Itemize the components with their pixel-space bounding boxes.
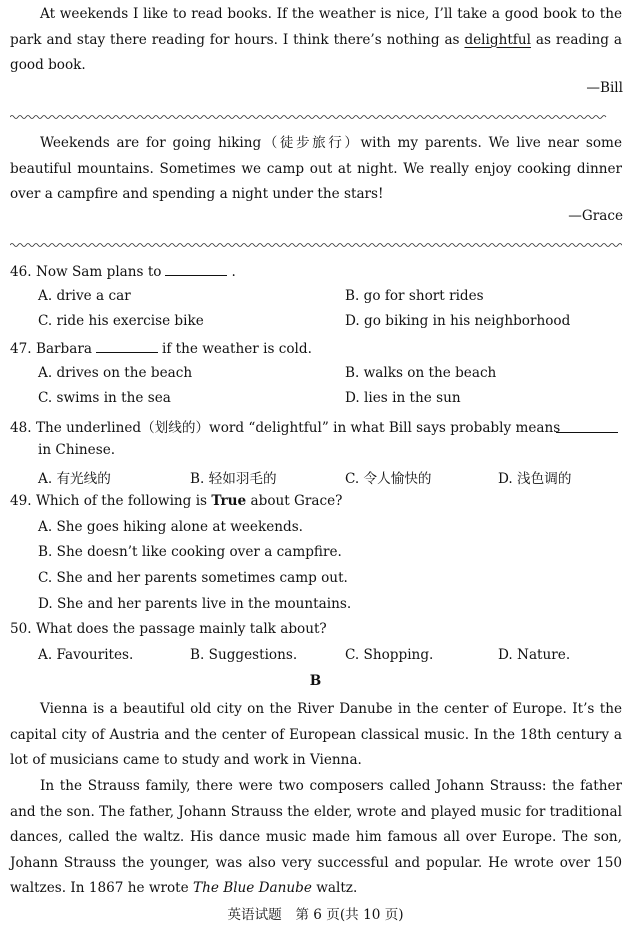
- question-number: 47.: [10, 341, 32, 357]
- option-46-b: B. go for short rides: [345, 288, 484, 304]
- question-text: What does the passage mainly talk about?: [35, 621, 327, 637]
- bill-underlined-word: delightful: [464, 31, 531, 48]
- question-46-stem: [10, 262, 236, 280]
- question-text: Barbara: [35, 341, 92, 357]
- section-b-paragraph-2: [10, 774, 622, 902]
- option-49-d: D. She and her parents live in the mountains.: [38, 596, 352, 612]
- option-48-d: D. 浅色调的: [498, 471, 572, 487]
- para2-text-end: waltz.: [311, 880, 358, 896]
- question-text-end: about Grace?: [250, 493, 343, 509]
- question-number: 50.: [10, 621, 32, 637]
- question-text-end: if the weather is cold.: [161, 341, 312, 357]
- page-footer: 英语试题 第 6 页(共 10 页): [227, 907, 404, 923]
- option-48-c: C. 令人愉快的: [345, 471, 432, 487]
- question-text-end: .: [231, 264, 236, 280]
- question-number: 46.: [10, 264, 32, 280]
- question-number: 49.: [10, 493, 32, 509]
- section-b-heading: B: [309, 673, 322, 689]
- answer-blank: [556, 419, 618, 433]
- para2-title: The Blue Danube: [193, 880, 312, 896]
- bill-paragraph: [10, 2, 622, 79]
- bill-text-before: At weekends I like to read books. If the weather is nice, I’ll take a good book to the park and stay there reading for hours. I think there’s nothing as: [10, 6, 622, 48]
- option-50-b: B. Suggestions.: [190, 647, 298, 663]
- grace-paragraph: Weekends are for going hiking（徒步旅行）with my parents. We live near some beautiful mountains. Sometimes we camp out at night. We really enjoy cooking dinner over a campfire and spending a night under the stars!: [10, 135, 622, 202]
- question-47-stem: [10, 339, 312, 357]
- option-47-c: C. swims in the sea: [38, 390, 171, 406]
- answer-blank: [96, 339, 158, 353]
- bill-text-after: as reading a good book.: [10, 31, 622, 73]
- option-49-a: A. She goes hiking alone at weekends.: [38, 519, 303, 535]
- option-49-b: B. She doesn’t like cooking over a campfire.: [38, 544, 342, 560]
- question-48-stem-line2: in Chinese.: [38, 442, 116, 458]
- option-47-d: D. lies in the sun: [345, 390, 461, 406]
- para2-text: In the Strauss family, there were two composers called Johann Strauss: the father and the son. The father, Johann Strauss the elder, wrote and played music for traditional dances, called the waltz. His dance music made him famous all over Europe. The son, Johann Strauss the younger, was also very successful and popular. He wrote over 150 waltzes. In 1867 he wrote: [10, 778, 622, 896]
- question-48-stem: [10, 416, 560, 436]
- wavy-divider: [10, 114, 622, 120]
- option-50-a: A. Favourites.: [38, 647, 134, 663]
- wavy-divider: [10, 242, 622, 248]
- option-49-c: C. She and her parents sometimes camp out.: [38, 570, 348, 586]
- section-b-paragraph-1: Vienna is a beautiful old city on the River Danube in the center of Europe. It’s the capital city of Austria and the center of European classical music. In the 18th century a lot of musicians came to study and work in Vienna.: [10, 701, 622, 768]
- question-number: 48.: [10, 420, 32, 436]
- option-46-c: C. ride his exercise bike: [38, 313, 204, 329]
- option-50-c: C. Shopping.: [345, 647, 434, 663]
- option-47-a: A. drives on the beach: [38, 365, 193, 381]
- question-bold-word: True: [211, 493, 247, 509]
- question-text: Now Sam plans to: [35, 264, 162, 280]
- question-text: The underlined（划线的）word “delightful” in what Bill says probably means: [35, 420, 561, 436]
- question-text: Which of the following is: [35, 493, 208, 509]
- option-47-b: B. walks on the beach: [345, 365, 497, 381]
- option-46-d: D. go biking in his neighborhood: [345, 313, 571, 329]
- answer-blank: [165, 262, 227, 276]
- option-48-a: A. 有光线的: [38, 471, 111, 487]
- grace-signature: —Grace: [568, 208, 623, 224]
- question-49-stem: [10, 493, 342, 509]
- bill-signature: —Bill: [586, 80, 623, 96]
- question-50-stem: [10, 621, 327, 637]
- option-50-d: D. Nature.: [498, 647, 571, 663]
- option-46-a: A. drive a car: [38, 288, 131, 304]
- option-48-b: B. 轻如羽毛的: [190, 471, 277, 487]
